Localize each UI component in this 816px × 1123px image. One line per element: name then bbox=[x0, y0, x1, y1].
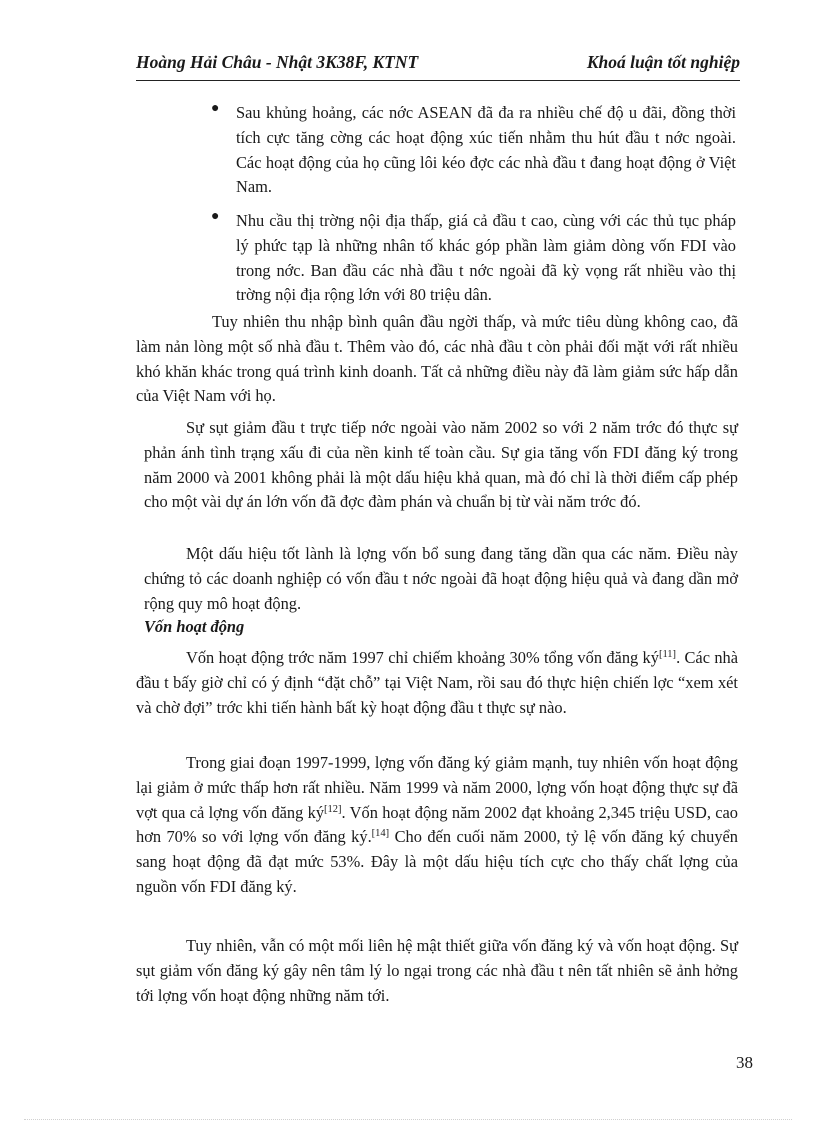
page-bottom-divider bbox=[24, 1119, 792, 1120]
bullet-icon: ● bbox=[211, 209, 220, 224]
citation-ref: [12] bbox=[324, 803, 342, 815]
header-author: Hoàng Hải Châu - Nhật 3K38F, KTNT bbox=[136, 52, 419, 72]
paragraph-relation: Tuy nhiên, vẫn có một mối liên hệ mật thiết giữa vốn đăng ký và vốn hoạt động. Sự sụt giảm vốn đăng ký gây nên tâm lý lo ngại trong các nhà đầu t nên tất nhiên sẽ ảnh hởng tới lợng vốn hoạt động những năm tới. bbox=[136, 936, 738, 1005]
page-number: 38 bbox=[736, 1053, 753, 1072]
citation-ref: [14] bbox=[371, 828, 390, 840]
paragraph-income: Tuy nhiên thu nhập bình quân đầu ngời thấp, và mức tiêu dùng không cao, đã làm nản lòng một số nhà đầu t. Thêm vào đó, các nhà đầu t còn phải đối mặt với rất nhiều khó khăn khác trong quá trình kinh doanh. Tất cả những điều này đã làm giảm sức hấp dẫn của Việt Nam với họ. bbox=[136, 312, 738, 406]
paragraph-capital-period bbox=[136, 751, 738, 900]
bullet-paragraph-demand: Nhu cầu thị trờng nội địa thấp, giá cả đầu t cao, cùng với các thủ tục pháp lý phức tạp là những nhân tố khác góp phần làm giảm dòng vốn FDI vào trong nớc. Ban đầu các nhà đầu t nớc ngoài đã kỳ vọng rất nhiều vào thị trờng nội địa rộng lớn với 80 triệu dân. bbox=[236, 211, 736, 305]
bullet-icon: ● bbox=[211, 101, 220, 116]
page-header bbox=[136, 50, 740, 81]
paragraph-text: Cho đến cuối năm 2000, tỷ lệ vốn đăng ký chuyển sang hoạt động đã đạt mức 53%. Đây là một dấu hiệu tích cực cho thấy chất lợng của nguồn vốn FDI đăng ký. bbox=[136, 827, 738, 896]
paragraph-fdi-decline: Sự sụt giảm đầu t trực tiếp nớc ngoài vào năm 2002 so với 2 năm trớc đó thực sự phản ánh tình trạng xấu đi của nền kinh tế toàn cầu. Sự gia tăng vốn FDI đăng ký trong năm 2000 và 2001 không phải là một dấu hiệu khả quan, mà đó chỉ là thời điểm cấp phép cho một vài dự án lớn vốn đã đợc đàm phán và chuẩn bị từ vài năm trớc đó. bbox=[144, 418, 738, 512]
paragraph-text: . Vốn hoạt động năm 2002 đạt khoảng 2,345 triệu USD, cao hơn 70% so với lợng vốn đăng ký. bbox=[136, 802, 738, 847]
header-document-title: Khoá luận tốt nghiệp bbox=[586, 52, 740, 72]
paragraph-capital-1997 bbox=[136, 646, 738, 720]
paragraph-text: Vốn hoạt động trớc năm 1997 chỉ chiếm khoảng 30% tổng vốn đăng ký bbox=[186, 648, 659, 667]
paragraph-text: . Các nhà đầu t bấy giờ chỉ có ý định “đặt chỗ” tại Việt Nam, rồi sau đó thực hiện chiến lợc “xem xét và chờ đợi” trớc khi tiến hành bất kỳ hoạt động đầu t thực sự nào. bbox=[136, 648, 738, 717]
bullet-paragraph-asean: Sau khủng hoảng, các nớc ASEAN đã đa ra nhiều chế độ u đãi, đồng thời tích cực tăng cờng các hoạt động xúc tiến nhằm thu hút đầu t nớc ngoài. Các hoạt động của họ cũng lôi kéo đợc các nhà đầu t đang hoạt động ở Việt Nam. bbox=[236, 103, 736, 197]
paragraph-good-signal: Một dấu hiệu tốt lành là lợng vốn bổ sung đang tăng dần qua các năm. Điều này chứng tỏ các doanh nghiệp có vốn đầu t nớc ngoài đã hoạt động hiệu quả và đang dần mở rộng quy mô hoạt động. bbox=[144, 544, 738, 613]
paragraph-text: Trong giai đoạn 1997-1999, lợng vốn đăng ký giảm mạnh, tuy nhiên vốn hoạt động lại giảm ở mức thấp hơn rất nhiều. Năm 1999 và năm 2000, lợng vốn hoạt động thực sự đã vợt qua cả lợng vốn đăng ký bbox=[136, 753, 738, 822]
section-heading: Vốn hoạt động bbox=[144, 617, 245, 636]
citation-ref: [11] bbox=[658, 649, 677, 660]
